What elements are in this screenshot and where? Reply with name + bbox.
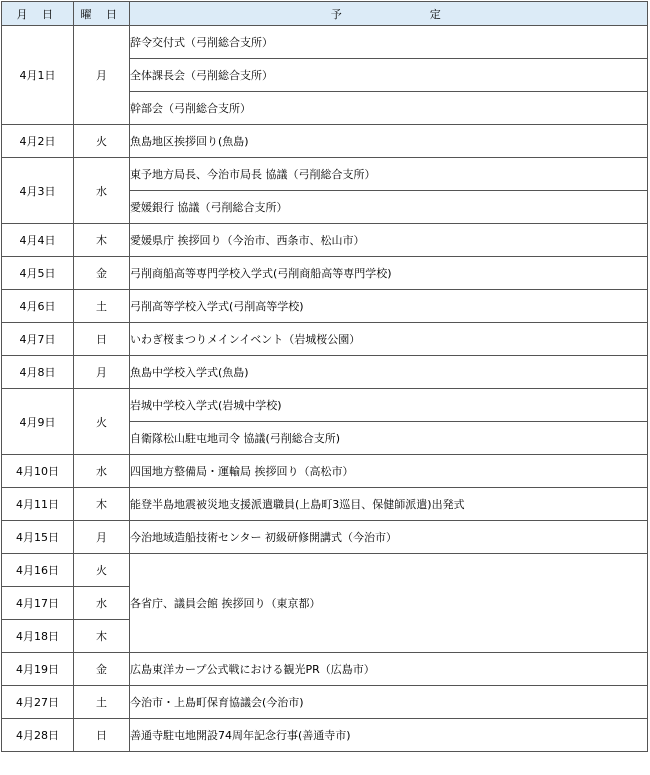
weekday-cell: 火 (74, 554, 130, 587)
date-cell: 4月19日 (2, 653, 74, 686)
weekday-cell: 火 (74, 389, 130, 455)
event-cell: 岩城中学校入学式(岩城中学校) (130, 389, 648, 422)
event-cell: 愛媛銀行 協議（弓削総合支所） (130, 191, 648, 224)
event-cell: 弓削商船高等専門学校入学式(弓削商船高等専門学校) (130, 257, 648, 290)
date-cell: 4月8日 (2, 356, 74, 389)
table-row (2, 125, 648, 158)
table-row (2, 488, 648, 521)
date-cell: 4月11日 (2, 488, 74, 521)
table-row (2, 257, 648, 290)
weekday-cell: 木 (74, 224, 130, 257)
weekday-cell: 土 (74, 290, 130, 323)
weekday-cell: 月 (74, 26, 130, 125)
table-row (2, 290, 648, 323)
date-cell: 4月1日 (2, 26, 74, 125)
event-cell: 魚島中学校入学式(魚島) (130, 356, 648, 389)
weekday-cell: 木 (74, 620, 130, 653)
weekday-cell: 水 (74, 455, 130, 488)
date-cell: 4月17日 (2, 587, 74, 620)
table-row (2, 323, 648, 356)
table-row (2, 224, 648, 257)
weekday-cell: 火 (74, 125, 130, 158)
event-cell: 四国地方整備局・運輸局 挨拶回り（高松市） (130, 455, 648, 488)
date-cell: 4月6日 (2, 290, 74, 323)
header-row (2, 2, 648, 26)
event-cell: 幹部会（弓削総合支所） (130, 92, 648, 125)
table-row (2, 719, 648, 752)
date-cell: 4月3日 (2, 158, 74, 224)
event-cell: 各省庁、議員会館 挨拶回り（東京都） (130, 554, 648, 653)
table-row (2, 686, 648, 719)
weekday-cell: 日 (74, 323, 130, 356)
weekday-cell: 金 (74, 653, 130, 686)
header-weekday: 曜 日 (74, 2, 130, 26)
event-cell: 辞令交付式（弓削総合支所） (130, 26, 648, 59)
weekday-cell: 水 (74, 158, 130, 224)
event-cell: 自衛隊松山駐屯地司令 協議(弓削総合支所) (130, 422, 648, 455)
date-cell: 4月16日 (2, 554, 74, 587)
date-cell: 4月9日 (2, 389, 74, 455)
date-cell: 4月18日 (2, 620, 74, 653)
header-date: 月 日 (2, 2, 74, 26)
event-cell: 愛媛県庁 挨拶回り（今治市、西条市、松山市） (130, 224, 648, 257)
date-cell: 4月7日 (2, 323, 74, 356)
event-cell: 今治市・上島町保育協議会(今治市) (130, 686, 648, 719)
date-cell: 4月4日 (2, 224, 74, 257)
weekday-cell: 日 (74, 719, 130, 752)
weekday-cell: 水 (74, 587, 130, 620)
date-cell: 4月15日 (2, 521, 74, 554)
weekday-cell: 金 (74, 257, 130, 290)
table-row (2, 158, 648, 191)
event-cell: いわぎ桜まつりメインイベント（岩城桜公園） (130, 323, 648, 356)
header-schedule: 予 定 (130, 2, 648, 26)
date-cell: 4月27日 (2, 686, 74, 719)
date-cell: 4月10日 (2, 455, 74, 488)
schedule-table (1, 1, 648, 752)
date-cell: 4月5日 (2, 257, 74, 290)
table-row (2, 554, 648, 587)
date-cell: 4月2日 (2, 125, 74, 158)
event-cell: 東予地方局長、今治市局長 協議（弓削総合支所） (130, 158, 648, 191)
event-cell: 広島東洋カープ公式戦における観光PR（広島市） (130, 653, 648, 686)
event-cell: 全体課長会（弓削総合支所） (130, 59, 648, 92)
event-cell: 能登半島地震被災地支援派遣職員(上島町3巡目、保健師派遣)出発式 (130, 488, 648, 521)
weekday-cell: 土 (74, 686, 130, 719)
event-cell: 魚島地区挨拶回り(魚島) (130, 125, 648, 158)
table-row (2, 521, 648, 554)
table-row (2, 389, 648, 422)
weekday-cell: 月 (74, 521, 130, 554)
date-cell: 4月28日 (2, 719, 74, 752)
weekday-cell: 月 (74, 356, 130, 389)
table-row (2, 455, 648, 488)
table-row (2, 356, 648, 389)
weekday-cell: 木 (74, 488, 130, 521)
event-cell: 善通寺駐屯地開設74周年記念行事(善通寺市) (130, 719, 648, 752)
table-row (2, 26, 648, 59)
table-row (2, 653, 648, 686)
event-cell: 弓削高等学校入学式(弓削高等学校) (130, 290, 648, 323)
event-cell: 今治地域造船技術センター 初級研修開講式（今治市） (130, 521, 648, 554)
